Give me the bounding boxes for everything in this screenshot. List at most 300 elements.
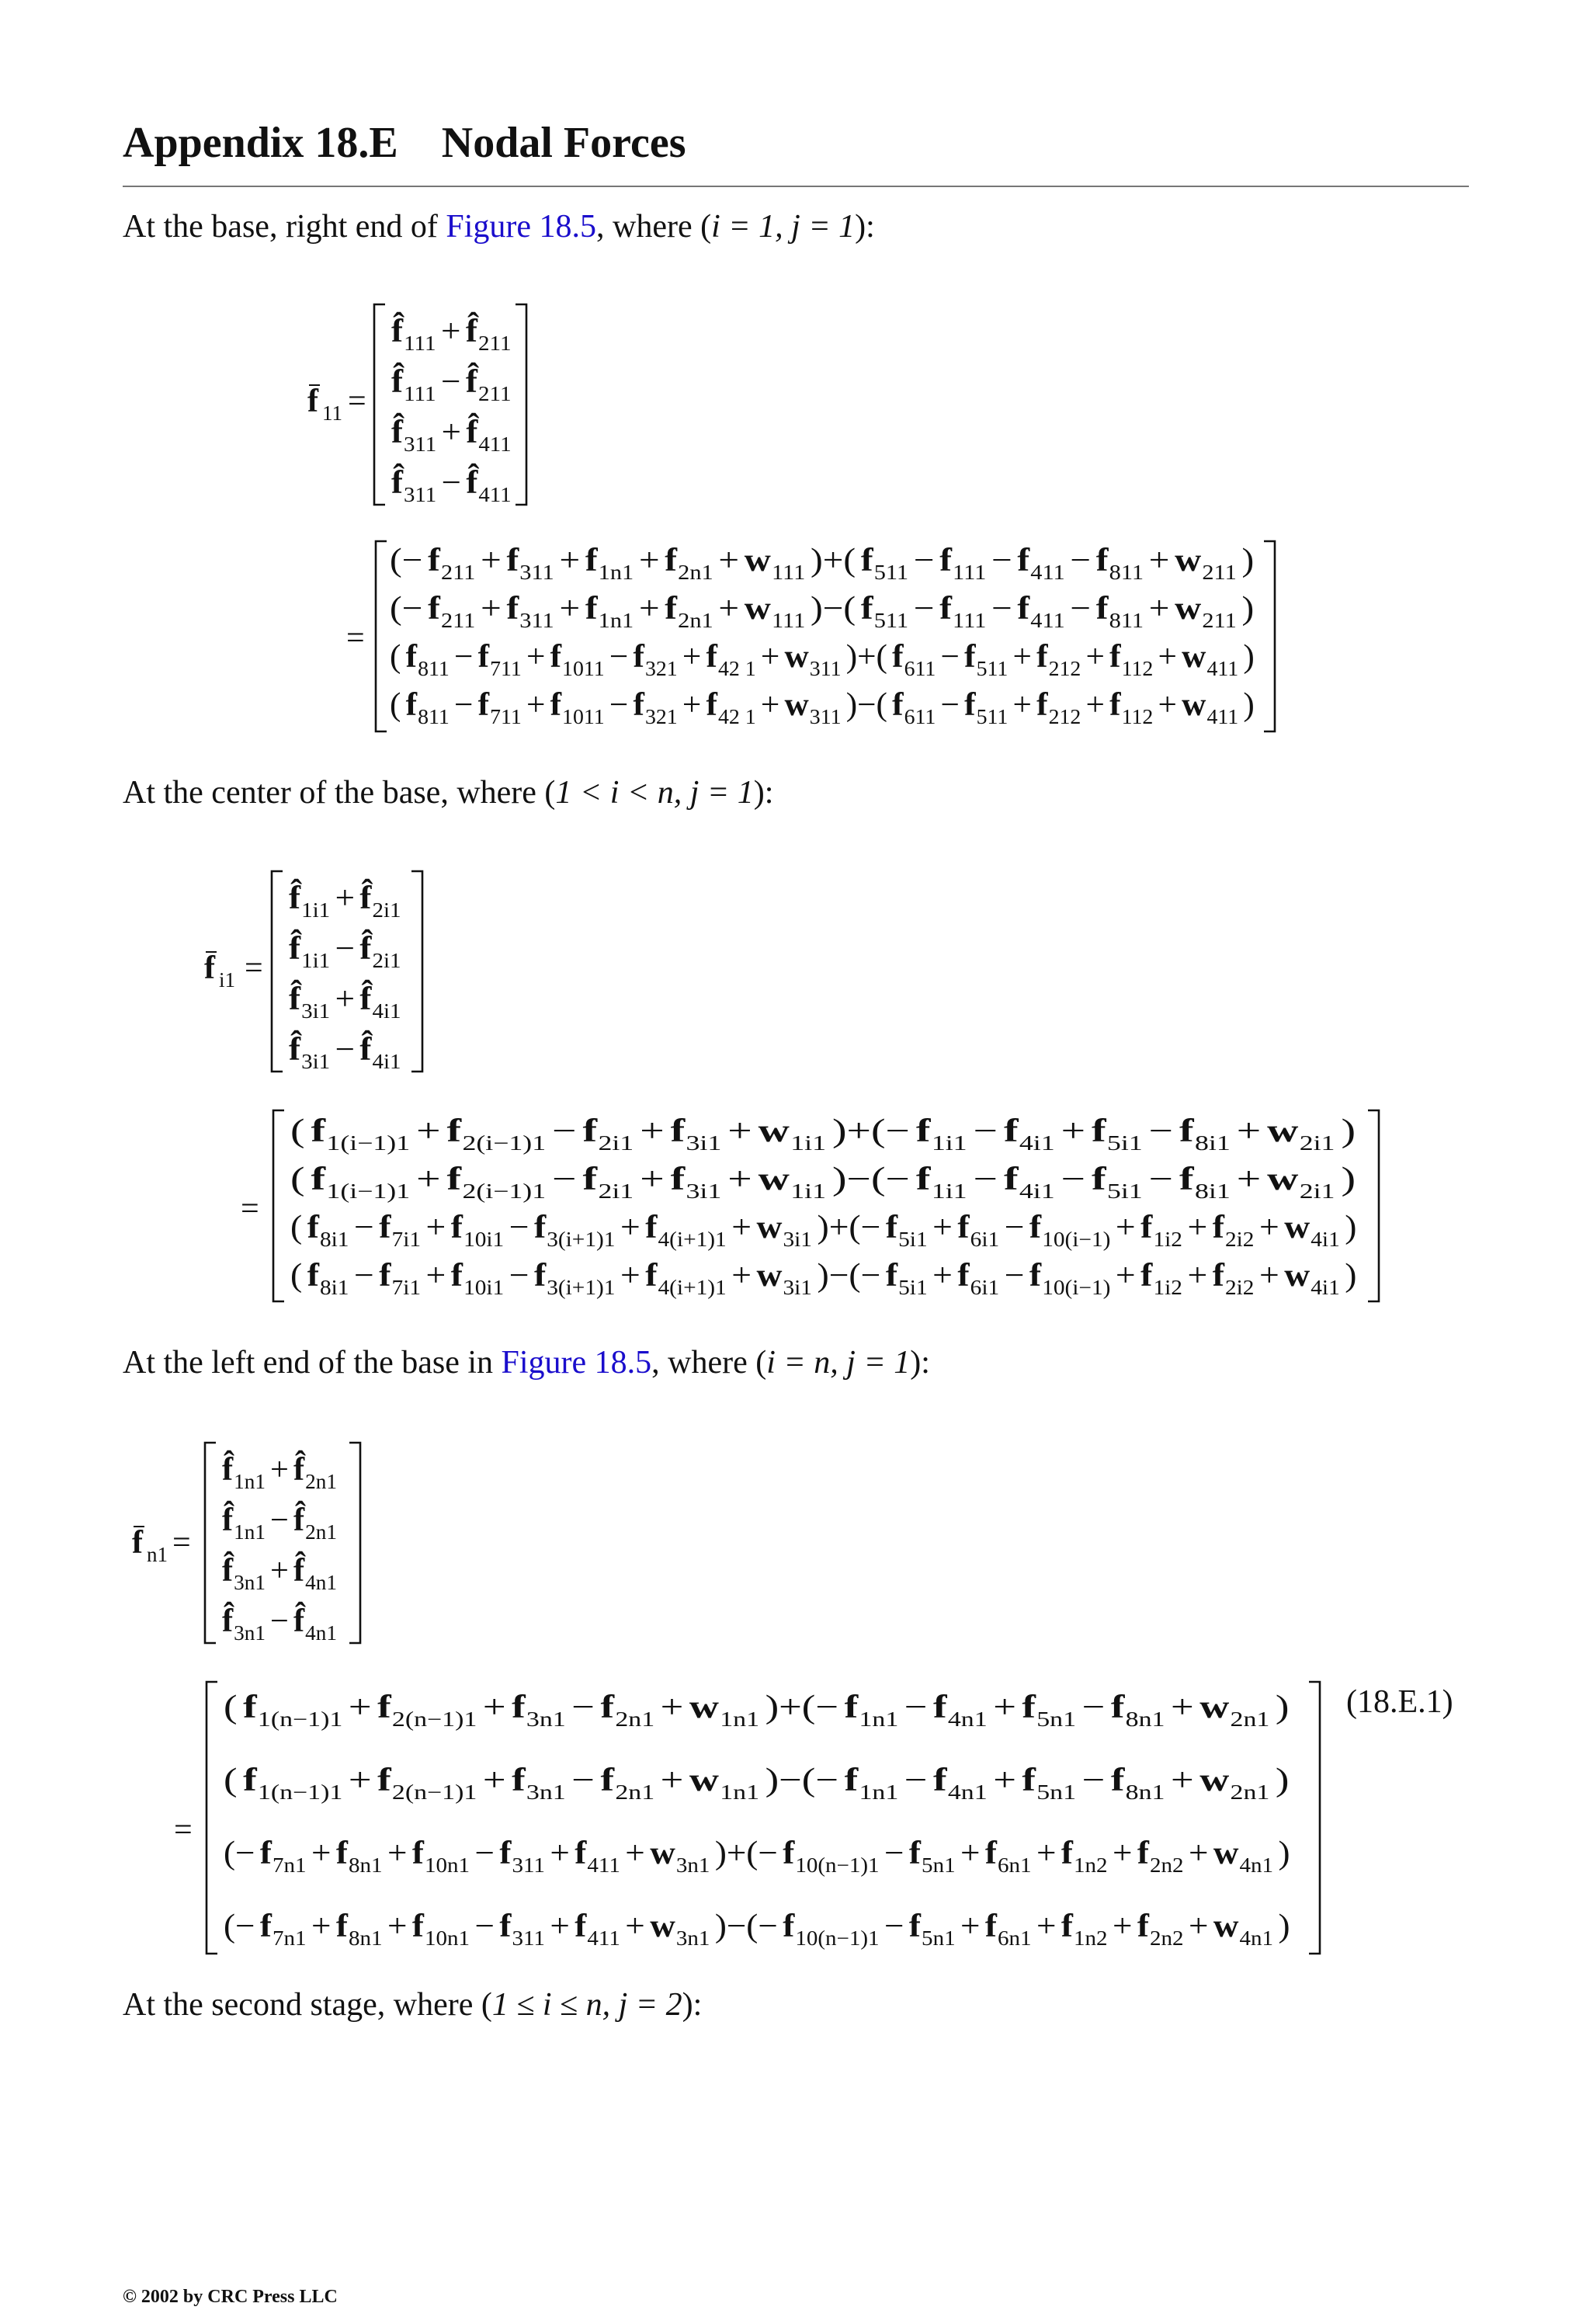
expanded-right-bracket <box>1368 1110 1379 1301</box>
operator: − <box>1148 1160 1174 1197</box>
symbol: f <box>1029 1209 1042 1245</box>
expanded-row <box>290 1210 1356 1252</box>
operator: + <box>1187 1209 1208 1245</box>
subscript: 1011 <box>562 657 605 680</box>
equals-sign: = <box>241 1191 259 1227</box>
subscript: 8i1 <box>1194 1131 1231 1155</box>
operator: − <box>552 1160 577 1197</box>
symbol: f̂ <box>359 1031 372 1068</box>
operator: − <box>441 464 461 501</box>
symbol: f <box>1109 686 1121 723</box>
subscript: 211 <box>440 561 476 585</box>
subscript: 5i1 <box>1106 1179 1143 1203</box>
symbol: f <box>670 1160 686 1197</box>
subscript: 212 <box>1048 657 1081 680</box>
subscript: 8n1 <box>349 1926 383 1951</box>
symbol: f <box>533 1257 547 1294</box>
operator: + <box>1115 1209 1136 1245</box>
subscript: 811 <box>418 657 450 680</box>
symbol: f <box>860 589 873 627</box>
subscript: 42 1 <box>717 657 756 680</box>
subscript: 111 <box>772 609 806 633</box>
subscript: 4i1 <box>1019 1131 1055 1155</box>
operator: + <box>638 589 660 627</box>
condition-text: 1 ≤ i ≤ n, j = 2 <box>491 1987 682 2023</box>
operator: + <box>1085 686 1105 723</box>
equals-sign: = <box>172 1525 191 1561</box>
expanded-row <box>390 589 1254 632</box>
equation-center <box>204 871 1379 1301</box>
operator: + <box>416 1112 441 1149</box>
subscript: 321 <box>644 705 678 728</box>
operator: − <box>973 1112 998 1149</box>
subscript: 1i1 <box>790 1131 826 1155</box>
operator: + <box>1236 1112 1262 1149</box>
subscript: 1n1 <box>234 1520 266 1544</box>
operator: − <box>1081 1689 1106 1725</box>
subscript: 10i1 <box>463 1228 505 1252</box>
expanded-row <box>224 1690 1289 1731</box>
expanded-row <box>290 1258 1356 1300</box>
operator: (− <box>390 589 423 627</box>
symbol: f <box>575 1908 587 1944</box>
operator: ( <box>290 1257 303 1294</box>
paragraph-text: ): <box>855 209 875 245</box>
expanded-row <box>224 1908 1290 1950</box>
operator: + <box>620 1209 641 1245</box>
vector-row <box>222 1602 337 1645</box>
symbol: f <box>311 1112 326 1149</box>
symbol: f <box>600 1689 615 1725</box>
symbol: f <box>915 1112 931 1149</box>
symbol: f <box>1092 1112 1106 1149</box>
subscript: 511 <box>976 705 1009 728</box>
subscript: 4i1 <box>1311 1228 1340 1252</box>
subscript: 611 <box>904 705 936 728</box>
symbol: f <box>1095 589 1109 627</box>
symbol: f <box>885 1209 898 1245</box>
subscript: 311 <box>404 432 437 457</box>
symbol: f <box>1179 1160 1194 1197</box>
operator: + <box>1112 1835 1133 1871</box>
operator: + <box>960 1908 981 1944</box>
operator: − <box>354 1257 374 1294</box>
vector-row <box>391 413 512 457</box>
operator: ) <box>1243 638 1255 675</box>
subscript: 7n1 <box>273 1926 307 1951</box>
subscript: 1n1 <box>859 1780 899 1805</box>
subscript: 811 <box>1109 561 1144 585</box>
subscript: 2n2 <box>1150 1853 1184 1878</box>
expanded-row <box>224 1763 1289 1804</box>
operator: + <box>682 638 702 675</box>
operator: (− <box>390 541 423 578</box>
subscript: 2(i−1)1 <box>462 1131 547 1155</box>
symbol: f <box>670 1112 686 1149</box>
subscript: 311 <box>404 483 437 507</box>
subscript: 311 <box>512 1926 545 1951</box>
operator: )+(− <box>714 1835 778 1871</box>
operator: (− <box>224 1835 255 1871</box>
operator: + <box>1148 589 1170 627</box>
symbol: f <box>585 589 598 627</box>
subscript: 4n1 <box>305 1621 337 1645</box>
symbol: f <box>477 638 490 675</box>
subscript: 3n1 <box>675 1926 710 1951</box>
operator: + <box>932 1257 953 1294</box>
operator: − <box>453 686 474 723</box>
subscript: 3i1 <box>686 1131 722 1155</box>
operator: + <box>348 1762 372 1798</box>
symbol: f <box>915 1160 931 1197</box>
subscript: 111 <box>953 561 987 585</box>
symbol: f <box>405 638 418 675</box>
operator: + <box>660 1689 684 1725</box>
paragraph-text: At the second stage, where ( <box>123 1987 492 2023</box>
subscript: 3i1 <box>686 1179 722 1203</box>
subscript: 1i2 <box>1153 1228 1182 1252</box>
symbol: w <box>744 541 771 578</box>
subscript: 10(i−1) <box>1042 1277 1111 1300</box>
symbol: w <box>650 1835 675 1871</box>
symbol: f <box>1029 1257 1042 1294</box>
symbol: f <box>377 1689 391 1725</box>
subscript: 3i1 <box>783 1277 812 1300</box>
subscript: 411 <box>1206 705 1239 728</box>
subscript: 511 <box>873 609 909 633</box>
operator: )−(− <box>765 1762 839 1798</box>
copyright-footer: © 2002 by CRC Press LLC <box>123 2287 338 2307</box>
symbol: w <box>1175 589 1202 627</box>
equals-sign: = <box>348 384 366 419</box>
operator: + <box>1036 1908 1057 1944</box>
symbol: f <box>1110 1689 1125 1725</box>
operator: ) <box>1341 1112 1356 1149</box>
operator: + <box>550 1908 570 1944</box>
operator: + <box>1112 1908 1133 1944</box>
operator: + <box>1259 1209 1279 1245</box>
operator: + <box>718 589 740 627</box>
symbol: f <box>1022 1689 1036 1725</box>
subscript: 1011 <box>562 705 605 728</box>
operator: + <box>311 1835 332 1871</box>
symbol: f <box>575 1835 587 1871</box>
subscript: 5i1 <box>898 1277 928 1300</box>
equation-right-end <box>307 304 1275 731</box>
subscript: 2n2 <box>1150 1926 1184 1951</box>
lhs-symbol: f <box>307 384 318 419</box>
operator: + <box>335 880 355 916</box>
symbol: f <box>933 1762 947 1798</box>
symbol: w <box>1175 541 1202 578</box>
operator: − <box>884 1835 904 1871</box>
symbol: w <box>784 686 809 723</box>
symbol: f <box>533 1209 547 1245</box>
operator: ) <box>1345 1209 1357 1245</box>
symbol: f̂ <box>359 981 372 1017</box>
subscript: 8n1 <box>1125 1780 1165 1805</box>
operator: − <box>509 1209 529 1245</box>
symbol: f <box>645 1257 658 1294</box>
subscript: 311 <box>809 657 842 680</box>
symbol: f <box>1061 1835 1073 1871</box>
equals-sign: = <box>346 620 365 656</box>
expanded-left-bracket <box>376 541 387 731</box>
operator: + <box>1061 1112 1086 1149</box>
symbol: w <box>756 1257 783 1294</box>
operator: + <box>682 686 702 723</box>
subscript: 3n1 <box>234 1621 266 1645</box>
subscript: 2n1 <box>305 1470 337 1493</box>
operator: + <box>620 1257 641 1294</box>
operator: )+(− <box>817 1209 881 1245</box>
symbol: f <box>957 1257 970 1294</box>
operator: + <box>526 638 546 675</box>
operator: )−(− <box>831 1160 910 1197</box>
symbol: w <box>1284 1257 1311 1294</box>
subscript: 4i1 <box>1311 1277 1340 1300</box>
symbol: w <box>650 1908 675 1944</box>
operator: + <box>481 541 502 578</box>
symbol: f̂ <box>288 880 301 916</box>
symbol: f <box>499 1908 512 1944</box>
operator: )−( <box>845 686 887 723</box>
operator: + <box>932 1209 953 1245</box>
subscript: 4n1 <box>305 1571 337 1594</box>
subscript: 811 <box>418 705 450 728</box>
operator: − <box>913 541 935 578</box>
operator: )−( <box>811 589 856 627</box>
symbol: f <box>243 1762 257 1798</box>
subscript: 611 <box>904 657 936 680</box>
operator: − <box>609 686 629 723</box>
operator: ) <box>1345 1257 1357 1294</box>
symbol: f <box>885 1257 898 1294</box>
operator: ) <box>1275 1689 1290 1725</box>
operator: + <box>1188 1835 1209 1871</box>
subscript: 2i1 <box>372 949 401 973</box>
symbol: f̂ <box>293 1603 305 1639</box>
vector-row <box>391 363 512 406</box>
subscript: 6n1 <box>998 1926 1032 1951</box>
subscript: 2n1 <box>1230 1780 1270 1805</box>
operator: + <box>993 1762 1016 1798</box>
subscript: 411 <box>1206 657 1239 680</box>
operator: + <box>760 638 780 675</box>
operator: − <box>1004 1209 1025 1245</box>
subscript: 4i1 <box>372 999 401 1023</box>
subscript: 3i1 <box>301 999 331 1023</box>
operator: ( <box>390 686 401 723</box>
symbol: f <box>633 686 644 723</box>
operator: )−(− <box>714 1908 778 1944</box>
symbol: f <box>964 638 976 675</box>
subscript: 2(n−1)1 <box>391 1707 477 1732</box>
expanded-row <box>390 687 1255 728</box>
expanded-row <box>390 541 1254 584</box>
symbol: f <box>844 1689 859 1725</box>
symbol: f <box>933 1689 947 1725</box>
symbol: f <box>446 1112 462 1149</box>
symbol: f <box>379 1209 391 1245</box>
operator: + <box>440 313 461 349</box>
subscript: 1n1 <box>720 1780 760 1805</box>
symbol: f <box>428 589 440 627</box>
operator: + <box>1259 1257 1279 1294</box>
subscript: 10n1 <box>425 1853 470 1878</box>
operator: + <box>1171 1689 1194 1725</box>
operator: + <box>1115 1257 1136 1294</box>
symbol: w <box>689 1762 719 1798</box>
lhs-subscript: i1 <box>219 968 236 992</box>
operator: − <box>1070 541 1092 578</box>
symbol: w <box>784 638 809 675</box>
symbol: f <box>377 1762 391 1798</box>
symbol: f̂ <box>288 1031 301 1068</box>
operator: + <box>1188 1908 1209 1944</box>
symbol: f̂ <box>288 981 301 1017</box>
symbol: f <box>307 1257 319 1294</box>
subscript: 10i1 <box>463 1277 505 1300</box>
symbol: f <box>335 1908 348 1944</box>
operator: ( <box>390 638 401 675</box>
symbol: f̂ <box>222 1552 234 1589</box>
operator: + <box>311 1908 332 1944</box>
vector-right-bracket <box>349 1443 360 1643</box>
symbol: f <box>1036 686 1048 723</box>
symbol: f <box>307 1209 319 1245</box>
vector-row <box>222 1450 337 1493</box>
subscript: 2n1 <box>1230 1707 1270 1732</box>
operator: − <box>940 686 960 723</box>
subscript: 411 <box>1030 561 1065 585</box>
subscript: 3(i+1)1 <box>547 1228 616 1252</box>
symbol: f <box>1003 1112 1019 1149</box>
vector-row <box>289 980 401 1023</box>
equation-number: (18.E.1) <box>1346 1684 1453 1720</box>
vector-row <box>391 312 512 356</box>
operator: + <box>760 686 780 723</box>
operator: + <box>387 1835 408 1871</box>
lhs-symbol: f <box>132 1525 143 1561</box>
operator: + <box>625 1908 645 1944</box>
paragraph-text: , where ( <box>596 209 712 245</box>
operator: + <box>1148 541 1170 578</box>
symbol: w <box>1213 1835 1239 1871</box>
operator: + <box>1085 638 1105 675</box>
operator: − <box>552 1112 577 1149</box>
subscript: 3i1 <box>301 1050 331 1074</box>
operator: ( <box>290 1112 305 1149</box>
subscript: 511 <box>873 561 909 585</box>
symbol: f <box>259 1835 272 1871</box>
subscript: 811 <box>1109 609 1144 633</box>
subscript: 3n1 <box>234 1571 266 1594</box>
operator: + <box>727 1112 752 1149</box>
symbol: f̂ <box>293 1552 305 1589</box>
operator: − <box>474 1835 495 1871</box>
subscript: 211 <box>1202 609 1237 633</box>
subscript: 8i1 <box>320 1277 349 1300</box>
operator: − <box>1148 1112 1174 1149</box>
subscript: 111 <box>404 332 436 356</box>
subscript: 5i1 <box>1106 1131 1143 1155</box>
symbol: f <box>446 1160 462 1197</box>
operator: + <box>1158 686 1177 723</box>
subscript: 2i2 <box>1225 1277 1255 1300</box>
subscript: 8i1 <box>320 1228 349 1252</box>
subscript: 5n1 <box>1036 1780 1077 1805</box>
subscript: 1(i−1)1 <box>326 1131 411 1155</box>
symbol: f <box>1017 589 1030 627</box>
subscript: 4n1 <box>947 1707 988 1732</box>
operator: + <box>387 1908 408 1944</box>
operator: ( <box>290 1209 303 1245</box>
paragraph-text: ): <box>753 775 774 811</box>
symbol: f <box>512 1689 526 1725</box>
symbol: f̂ <box>391 464 403 501</box>
operator: + <box>1236 1160 1262 1197</box>
subscript: 2(i−1)1 <box>462 1179 547 1203</box>
symbol: w <box>1267 1160 1299 1197</box>
figure-link[interactable]: Figure 18.5 <box>501 1345 652 1381</box>
symbol: f <box>1110 1762 1125 1798</box>
paragraph-text: At the base, right end of <box>123 209 446 245</box>
symbol: w <box>1182 686 1206 723</box>
subscript: 1i1 <box>931 1131 967 1155</box>
operator: − <box>1004 1257 1025 1294</box>
operator: ( <box>224 1762 238 1798</box>
subscript: 2n1 <box>305 1520 337 1544</box>
subscript: 2i1 <box>1299 1131 1335 1155</box>
subscript: 711 <box>490 657 522 680</box>
operator: + <box>640 1112 665 1149</box>
subscript: 211 <box>440 609 476 633</box>
subscript: 2n1 <box>615 1707 655 1732</box>
symbol: f̂ <box>466 414 478 450</box>
operator: + <box>1012 686 1032 723</box>
subscript: 2i1 <box>598 1179 634 1203</box>
symbol: f̂ <box>293 1502 305 1538</box>
operator: )+( <box>811 541 856 578</box>
symbol: f <box>411 1908 424 1944</box>
equation-lhs <box>132 1525 191 1566</box>
subscript: 7i1 <box>391 1277 421 1300</box>
symbol: f̂ <box>288 930 301 967</box>
symbol: f <box>964 686 976 723</box>
operator: + <box>425 1257 446 1294</box>
symbol: f <box>1212 1257 1224 1294</box>
vector-row <box>289 879 401 922</box>
expanded-row <box>224 1835 1290 1877</box>
subscript: 311 <box>809 705 842 728</box>
subscript: 2n1 <box>678 561 713 585</box>
subscript: 1n1 <box>720 1707 760 1732</box>
paragraph-text: ): <box>682 1987 703 2023</box>
subscript: 3n1 <box>675 1853 710 1878</box>
operator: + <box>482 1762 506 1798</box>
symbol: f <box>645 1209 658 1245</box>
symbol: w <box>1199 1689 1230 1725</box>
operator: ) <box>1341 1160 1356 1197</box>
symbol: f̂ <box>293 1451 305 1488</box>
figure-link[interactable]: Figure 18.5 <box>446 209 597 245</box>
vector-right-bracket <box>411 871 422 1072</box>
symbol: f̂ <box>222 1502 234 1538</box>
equation-left-end <box>132 1443 1320 1954</box>
subscript: 4n1 <box>1239 1926 1274 1951</box>
symbol: f̂ <box>391 414 403 450</box>
